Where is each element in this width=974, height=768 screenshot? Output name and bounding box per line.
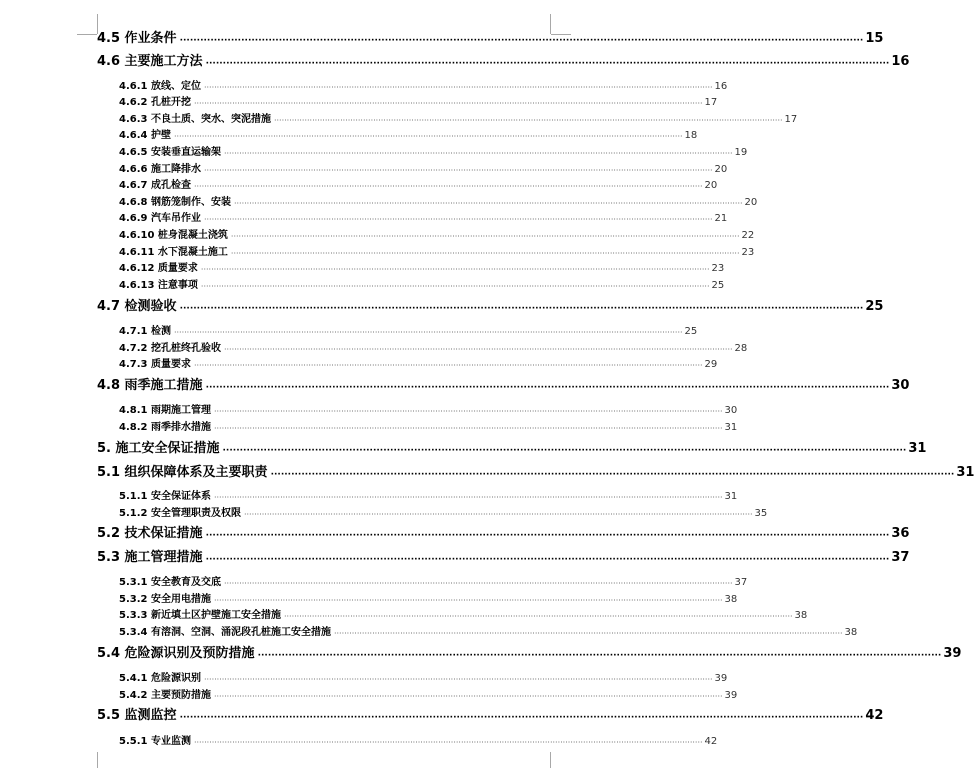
toc-leader-dots: ········································································································································································································: [233, 199, 743, 208]
toc-leader-dots: ········································································································································································································: [173, 132, 683, 141]
toc-entry-page-number: 31: [908, 441, 927, 456]
crop-mark-top-left-h: [77, 34, 97, 35]
toc-leader-dots: ········································································································································································································: [203, 166, 713, 175]
toc-leader-dots: ········································································································································································································: [179, 713, 864, 723]
toc-entry[interactable]: [119, 671, 728, 684]
toc-entry-title: 4.7.3 质量要求: [119, 359, 191, 370]
toc-entry-page-number: 22: [741, 230, 755, 241]
toc-entry-title: 4.6.8 钢筋笼制作、安装: [119, 197, 231, 208]
toc-entry-title: 5.3.3 新近填土区护壁施工安全措施: [119, 610, 281, 621]
toc-entry[interactable]: [119, 341, 748, 354]
toc-leader-dots: ········································································································································································································: [213, 493, 723, 502]
crop-mark-bottom-left-v: [97, 752, 98, 768]
toc-entry-page-number: 25: [865, 299, 884, 314]
toc-entry-title: 4.6.9 汽车吊作业: [119, 213, 201, 224]
toc-entry-title: 4.6.6 施工降排水: [119, 164, 201, 175]
toc-entry-title: 5.5.1 专业监测: [119, 736, 191, 747]
toc-entry-page-number: 30: [891, 378, 910, 393]
toc-entry[interactable]: [119, 608, 808, 621]
toc-entry[interactable]: [119, 357, 718, 370]
toc-entry-page-number: 25: [684, 326, 698, 337]
toc-entry-title: 4.6.10 桩身混凝土浇筑: [119, 230, 228, 241]
toc-entry[interactable]: [119, 324, 698, 337]
toc-entry-page-number: 25: [711, 280, 725, 291]
toc-entry-title: 5.4.2 主要预防措施: [119, 690, 211, 701]
toc-entry-title: 4.6.7 成孔检查: [119, 180, 191, 191]
toc-entry[interactable]: [119, 506, 768, 519]
toc-entry[interactable]: [119, 575, 748, 588]
toc-entry-page-number: 39: [724, 690, 738, 701]
toc-leader-dots: ········································································································································································································: [173, 328, 683, 337]
toc-entry[interactable]: [97, 645, 962, 661]
toc-leader-dots: ········································································································································································································: [333, 629, 843, 638]
toc-entry-title: 5.4.1 危险源识别: [119, 673, 201, 684]
toc-leader-dots: ········································································································································································································: [205, 383, 890, 393]
toc-entry-title: 4.5 作业条件: [97, 31, 177, 46]
toc-entry[interactable]: [97, 30, 884, 46]
toc-entry-page-number: 23: [741, 247, 755, 258]
toc-leader-dots: ········································································································································································································: [203, 83, 713, 92]
toc-leader-dots: ········································································································································································································: [205, 531, 890, 541]
toc-leader-dots: ········································································································································································································: [223, 579, 733, 588]
toc-leader-dots: ········································································································································································································: [213, 407, 723, 416]
toc-entry-page-number: 20: [744, 197, 758, 208]
toc-entry[interactable]: [119, 688, 738, 701]
toc-leader-dots: ········································································································································································································: [223, 345, 733, 354]
toc-entry[interactable]: [119, 195, 758, 208]
toc-leader-dots: ········································································································································································································: [257, 651, 942, 661]
toc-entry-title: 4.6.3 不良土质、突水、突泥措施: [119, 114, 271, 125]
toc-entry[interactable]: [97, 549, 910, 565]
toc-leader-dots: ········································································································································································································: [230, 249, 740, 258]
toc-entry-title: 4.6.2 孔桩开挖: [119, 97, 191, 108]
toc-entry[interactable]: [119, 592, 738, 605]
toc-leader-dots: ········································································································································································································: [270, 470, 955, 480]
toc-entry[interactable]: [119, 112, 798, 125]
toc-entry-title: 4.7.2 挖孔桩终孔验收: [119, 343, 221, 354]
toc-entry[interactable]: [97, 707, 884, 723]
toc-entry-title: 5.4 危险源识别及预防措施: [97, 646, 255, 661]
toc-entry[interactable]: [119, 278, 725, 291]
toc-entry[interactable]: [119, 211, 728, 224]
toc-entry-page-number: 39: [943, 646, 962, 661]
toc-entry-title: 4.6.13 注意事项: [119, 280, 198, 291]
toc-entry-page-number: 20: [704, 180, 718, 191]
toc-entry-page-number: 35: [754, 508, 768, 519]
toc-entry[interactable]: [119, 420, 738, 433]
toc-entry[interactable]: [119, 734, 718, 747]
toc-entry-page-number: 29: [704, 359, 718, 370]
toc-entry[interactable]: [119, 162, 728, 175]
toc-entry-title: 4.7 检测验收: [97, 299, 177, 314]
toc-entry-page-number: 30: [724, 405, 738, 416]
toc-entry[interactable]: [119, 145, 748, 158]
toc-entry[interactable]: [119, 245, 755, 258]
toc-entry-title: 5.1.1 安全保证体系: [119, 491, 211, 502]
toc-entry-title: 5. 施工安全保证措施: [97, 441, 220, 456]
toc-entry-title: 5.1 组织保障体系及主要职责: [97, 465, 268, 480]
toc-leader-dots: ········································································································································································································: [213, 424, 723, 433]
toc-leader-dots: ········································································································································································································: [200, 265, 710, 274]
toc-entry-title: 4.6.1 放线、定位: [119, 81, 201, 92]
toc-leader-dots: ········································································································································································································: [223, 149, 733, 158]
toc-leader-dots: ········································································································································································································: [213, 692, 723, 701]
toc-entry-page-number: 38: [794, 610, 808, 621]
toc-entry-page-number: 18: [684, 130, 698, 141]
toc-entry-title: 5.1.2 安全管理职责及权限: [119, 508, 241, 519]
toc-entry-page-number: 31: [724, 491, 738, 502]
toc-entry-title: 5.3 施工管理措施: [97, 550, 203, 565]
toc-leader-dots: ········································································································································································································: [203, 215, 713, 224]
toc-entry-title: 4.6.11 水下混凝土施工: [119, 247, 228, 258]
crop-mark-bottom-right-v: [550, 752, 551, 768]
toc-entry-title: 5.2 技术保证措施: [97, 526, 203, 541]
toc-entry[interactable]: [97, 464, 974, 480]
toc-entry-title: 5.3.2 安全用电措施: [119, 594, 211, 605]
toc-leader-dots: ········································································································································································································: [193, 738, 703, 747]
toc-leader-dots: ········································································································································································································: [273, 116, 783, 125]
toc-entry[interactable]: [97, 298, 884, 314]
toc-entry[interactable]: [119, 178, 718, 191]
toc-entry-page-number: 17: [704, 97, 718, 108]
toc-entry-title: 4.8.2 雨季排水措施: [119, 422, 211, 433]
toc-entry[interactable]: [97, 525, 910, 541]
toc-entry[interactable]: [119, 79, 728, 92]
toc-entry-page-number: 19: [734, 147, 748, 158]
toc-entry-page-number: 37: [734, 577, 748, 588]
toc-entry-page-number: 21: [714, 213, 728, 224]
toc-entry[interactable]: [119, 228, 755, 241]
toc-entry-page-number: 15: [865, 31, 884, 46]
toc-entry-page-number: 36: [891, 526, 910, 541]
toc-leader-dots: ········································································································································································································: [205, 555, 890, 565]
toc-entry-page-number: 38: [844, 627, 858, 638]
toc-entry-title: 4.7.1 检测: [119, 326, 171, 337]
toc-entry-page-number: 31: [956, 465, 974, 480]
toc-entry[interactable]: [97, 53, 910, 69]
toc-entry[interactable]: [119, 489, 738, 502]
toc-leader-dots: ········································································································································································································: [213, 596, 723, 605]
toc-entry-page-number: 39: [714, 673, 728, 684]
toc-entry-title: 4.6.5 安装垂直运输架: [119, 147, 221, 158]
toc-leader-dots: ········································································································································································································: [200, 282, 710, 291]
toc-leader-dots: ········································································································································································································: [205, 59, 890, 69]
toc-leader-dots: ········································································································································································································: [193, 99, 703, 108]
toc-entry-title: 4.8.1 雨期施工管理: [119, 405, 211, 416]
toc-entry[interactable]: [119, 403, 738, 416]
toc-entry-page-number: 17: [784, 114, 798, 125]
toc-entry-page-number: 16: [891, 54, 910, 69]
toc-entry-page-number: 31: [724, 422, 738, 433]
toc-entry-page-number: 42: [704, 736, 718, 747]
toc-leader-dots: ········································································································································································································: [283, 612, 793, 621]
toc-entry-title: 5.5 监测监控: [97, 708, 177, 723]
toc-entry[interactable]: [97, 440, 927, 456]
toc-entry[interactable]: [119, 95, 718, 108]
toc-entry-page-number: 42: [865, 708, 884, 723]
crop-mark-top-right-h: [551, 34, 571, 35]
toc-leader-dots: ········································································································································································································: [179, 304, 864, 314]
toc-leader-dots: ········································································································································································································: [203, 675, 713, 684]
toc-leader-dots: ········································································································································································································: [222, 446, 907, 456]
toc-entry-title: 4.6.12 质量要求: [119, 263, 198, 274]
toc-entry[interactable]: [119, 625, 858, 638]
toc-leader-dots: ········································································································································································································: [243, 510, 753, 519]
toc-entry-title: 4.6 主要施工方法: [97, 54, 203, 69]
toc-entry-page-number: 20: [714, 164, 728, 175]
toc-entry[interactable]: [97, 377, 910, 393]
toc-leader-dots: ········································································································································································································: [230, 232, 740, 241]
toc-entry-title: 4.6.4 护壁: [119, 130, 171, 141]
toc-entry-page-number: 16: [714, 81, 728, 92]
toc-entry-page-number: 38: [724, 594, 738, 605]
toc-leader-dots: ········································································································································································································: [193, 182, 703, 191]
toc-entry[interactable]: [119, 128, 698, 141]
toc-leader-dots: ········································································································································································································: [179, 36, 864, 46]
toc-entry-title: 5.3.1 安全教育及交底: [119, 577, 221, 588]
toc-entry-page-number: 23: [711, 263, 725, 274]
toc-entry[interactable]: [119, 261, 725, 274]
toc-entry-title: 4.8 雨季施工措施: [97, 378, 203, 393]
toc-entry-page-number: 37: [891, 550, 910, 565]
toc-leader-dots: ········································································································································································································: [193, 361, 703, 370]
toc-entry-title: 5.3.4 有溶洞、空洞、涌泥段孔桩施工安全措施: [119, 627, 331, 638]
toc-entry-page-number: 28: [734, 343, 748, 354]
